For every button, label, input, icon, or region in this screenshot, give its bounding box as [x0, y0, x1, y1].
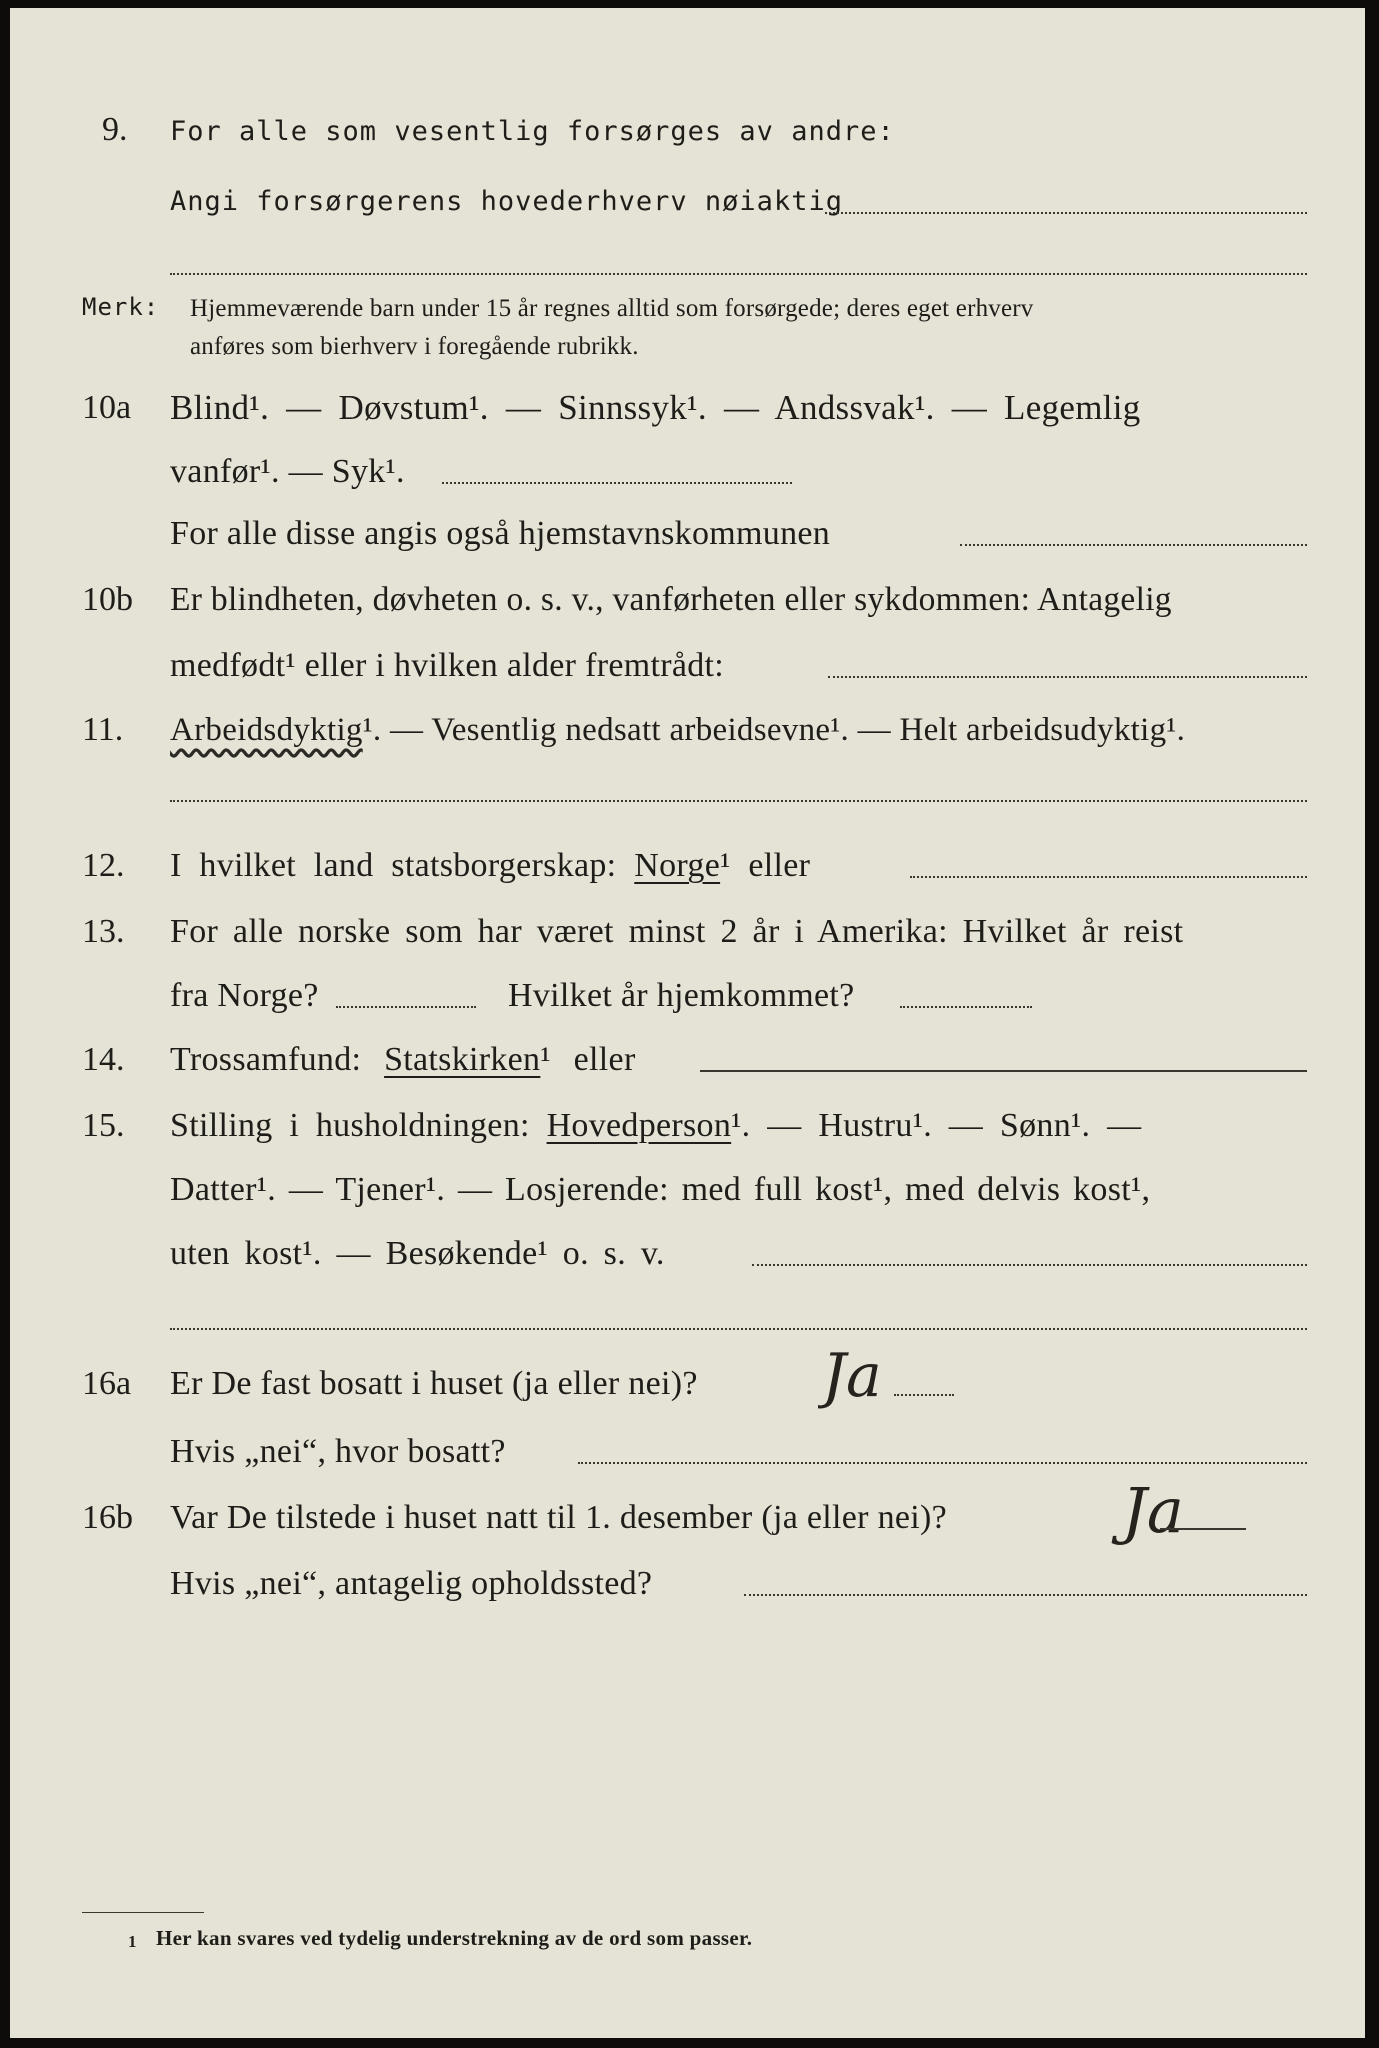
question-12-prefix: I hvilket land statsborgerskap:	[170, 847, 617, 884]
question-16b-line-1: Var De tilstede i huset natt til 1. desember (ja eller nei)?	[170, 1499, 948, 1536]
question-10b-line-1: Er blindheten, døvheten o. s. v., vanførheten eller sykdommen: Antagelig	[170, 581, 1172, 618]
question-16a-line-1: Er De fast bosatt i huset (ja eller nei)?	[170, 1365, 698, 1402]
question-12-marked-option: Norge	[634, 847, 721, 884]
question-10b-number: 10b	[82, 581, 133, 618]
question-15-line-2: Datter¹. — Tjener¹. — Losjerende: med full kost¹, med delvis kost¹,	[170, 1171, 1151, 1208]
question-10a-answer-line	[442, 482, 792, 484]
question-16a-handwritten-answer	[818, 1340, 958, 1424]
question-9-number: 9.	[102, 111, 128, 148]
question-14-answer-line	[700, 1070, 1307, 1072]
question-16a-residence-line	[578, 1462, 1307, 1464]
question-9-line-2: Angi forsørgerens hovederhverv nøiaktig	[170, 186, 843, 217]
question-14-number: 14.	[82, 1041, 125, 1078]
question-15-prefix: Stilling i husholdningen:	[170, 1107, 530, 1144]
question-11-rest: ¹. — Vesentlig nedsatt arbeidsevne¹. — Helt arbeidsudyktig¹.	[362, 712, 1186, 748]
question-16b-location-line	[744, 1594, 1307, 1596]
question-13-line-2a: fra Norge?	[170, 977, 319, 1014]
question-16b-number: 16b	[82, 1499, 133, 1536]
question-11-number: 11.	[82, 711, 124, 748]
question-11-text	[170, 710, 1185, 750]
question-13-departure-line	[336, 1006, 476, 1008]
question-10a-line-3: For alle disse angis også hjemstavnskommunen	[170, 515, 831, 552]
question-10b-answer-line	[828, 676, 1307, 678]
note-line-2: anføres som bierhverv i foregående rubrikk.	[190, 333, 639, 360]
question-16a-line-2: Hvis „nei“, hvor bosatt?	[170, 1433, 506, 1470]
question-11-marked-option: Arbeidsdyktig	[170, 712, 363, 748]
question-9-line-1: For alle som vesentlig forsørges av andre:	[170, 116, 895, 147]
question-15-answer-line	[752, 1264, 1307, 1266]
question-15-suffix: ¹. — Hustru¹. — Sønn¹. —	[731, 1107, 1142, 1144]
question-14-prefix: Trossamfund:	[170, 1041, 362, 1078]
question-15-marked-option: Hovedperson	[546, 1107, 732, 1144]
question-16b-answer-glyph: Ja	[1122, 1474, 1184, 1547]
question-16b-line-2: Hvis „nei“, antagelig opholdssted?	[170, 1565, 653, 1602]
question-13-line-1: For alle norske som har været minst 2 år i Amerika: Hvilket år reist	[170, 913, 1184, 950]
question-14-text	[170, 1040, 636, 1080]
question-16a-answer-glyph: Ja	[822, 1341, 882, 1411]
question-10a-hometown-line	[960, 544, 1307, 546]
note-label: Merk:	[82, 293, 160, 321]
footnote-rule	[82, 1912, 204, 1913]
question-14-marked-option: Statskirken	[384, 1041, 541, 1078]
footnote-text: Her kan svares ved tydelig understrekning av de ord som passer.	[156, 1926, 753, 1950]
question-12-number: 12.	[82, 847, 125, 884]
question-16a-number: 16a	[82, 1365, 132, 1402]
question-15-line-3: uten kost¹. — Besøkende¹ o. s. v.	[170, 1235, 665, 1272]
question-10a-line-2: vanfør¹. — Syk¹.	[170, 453, 405, 490]
question-10a-number: 10a	[82, 389, 132, 426]
footnote-mark: 1	[128, 1932, 137, 1951]
question-11-answer-line	[170, 800, 1307, 802]
question-13-return-line	[900, 1006, 1032, 1008]
question-15-number: 15.	[82, 1107, 125, 1144]
question-12-suffix: ¹ eller	[720, 847, 811, 884]
question-9-answer-line-2	[170, 273, 1307, 275]
census-form-page	[10, 8, 1365, 2038]
question-15-line-1	[170, 1106, 1141, 1146]
question-16b-answer-line	[1160, 1528, 1246, 1530]
question-13-line-2b: Hvilket år hjemkommet?	[508, 977, 855, 1014]
question-10b-line-2: medfødt¹ eller i hvilken alder fremtrådt:	[170, 647, 725, 684]
question-15-answer-line-2	[170, 1328, 1307, 1330]
question-14-suffix: ¹ eller	[540, 1041, 636, 1078]
question-10a-line-1: Blind¹. — Døvstum¹. — Sinnssyk¹. — Andssvak¹. — Legemlig	[170, 388, 1141, 427]
question-16a-answer-line	[894, 1394, 954, 1396]
question-9-answer-line	[825, 212, 1307, 214]
question-12-answer-line	[910, 876, 1307, 878]
question-13-number: 13.	[82, 913, 125, 950]
question-16b-handwritten-answer	[1110, 1470, 1250, 1590]
note-line-1: Hjemmeværende barn under 15 år regnes alltid som forsørgede; deres eget erhverv	[190, 295, 1034, 322]
question-12-text	[170, 846, 810, 886]
